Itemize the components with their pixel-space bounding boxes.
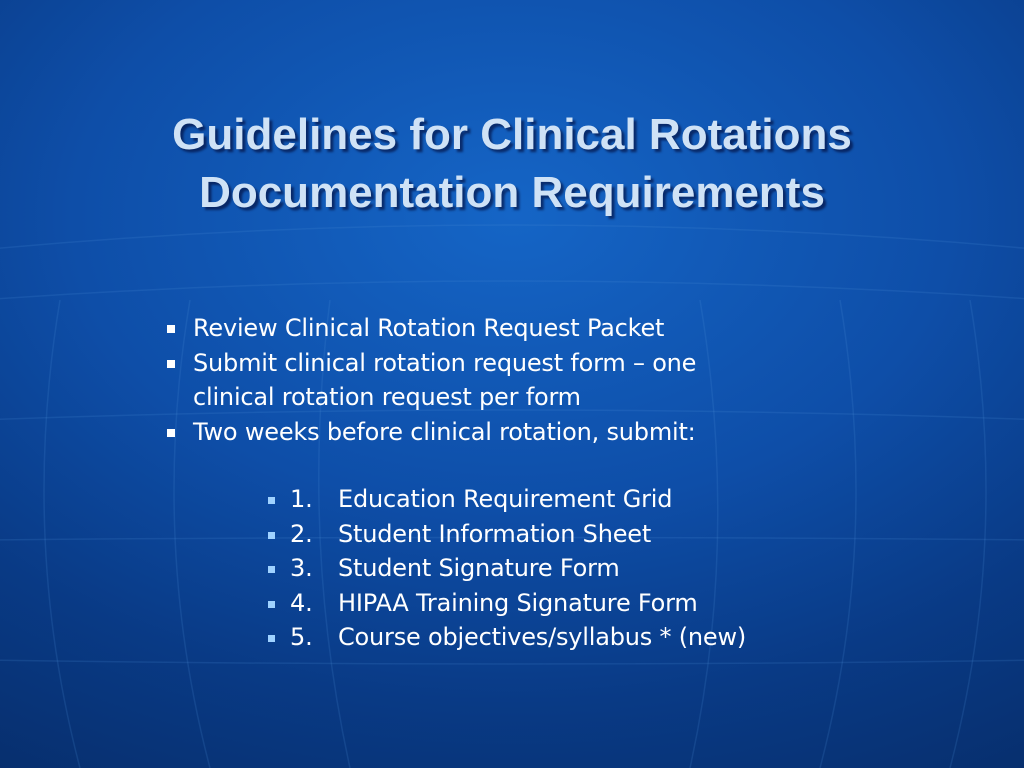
title-line-2: Documentation Requirements bbox=[199, 168, 825, 217]
square-bullet-icon bbox=[167, 360, 175, 368]
square-bullet-icon bbox=[167, 325, 175, 333]
document-item bbox=[267, 551, 746, 586]
square-bullet-icon bbox=[268, 532, 275, 539]
item-text: Education Requirement Grid bbox=[338, 485, 673, 513]
square-bullet-icon bbox=[167, 429, 175, 437]
square-bullet-icon bbox=[268, 497, 275, 504]
document-item bbox=[267, 517, 746, 552]
item-text: Course objectives/syllabus * (new) bbox=[338, 623, 747, 651]
bullet-item-submit-form bbox=[163, 346, 696, 381]
square-bullet-icon bbox=[268, 601, 275, 608]
document-item bbox=[267, 620, 746, 655]
bullet-text: Two weeks before clinical rotation, submit: bbox=[193, 417, 696, 446]
item-number: 1. bbox=[290, 485, 313, 513]
square-bullet-icon bbox=[268, 566, 275, 573]
required-documents-list bbox=[267, 482, 746, 655]
bullet-text: clinical rotation request per form bbox=[193, 383, 581, 411]
bullet-item-submit-form-continued bbox=[163, 380, 696, 415]
item-number: 3. bbox=[290, 554, 313, 582]
square-bullet-icon bbox=[268, 635, 275, 642]
bullet-text: Submit clinical rotation request form – one bbox=[193, 348, 697, 377]
document-item bbox=[267, 482, 746, 517]
item-number: 5. bbox=[290, 623, 313, 651]
item-text: Student Information Sheet bbox=[338, 519, 652, 548]
slide-title bbox=[0, 106, 1024, 222]
item-number: 4. bbox=[290, 588, 313, 617]
title-line-1: Guidelines for Clinical Rotations bbox=[172, 110, 852, 159]
bullet-list bbox=[163, 311, 696, 449]
bullet-text: Review Clinical Rotation Request Packet bbox=[193, 314, 665, 342]
item-text: Student Signature Form bbox=[338, 554, 620, 582]
item-number: 2. bbox=[290, 519, 313, 548]
document-item bbox=[267, 586, 746, 621]
bullet-item-two-weeks bbox=[163, 415, 696, 450]
bullet-item-review-packet bbox=[163, 311, 696, 346]
item-text: HIPAA Training Signature Form bbox=[338, 588, 698, 617]
